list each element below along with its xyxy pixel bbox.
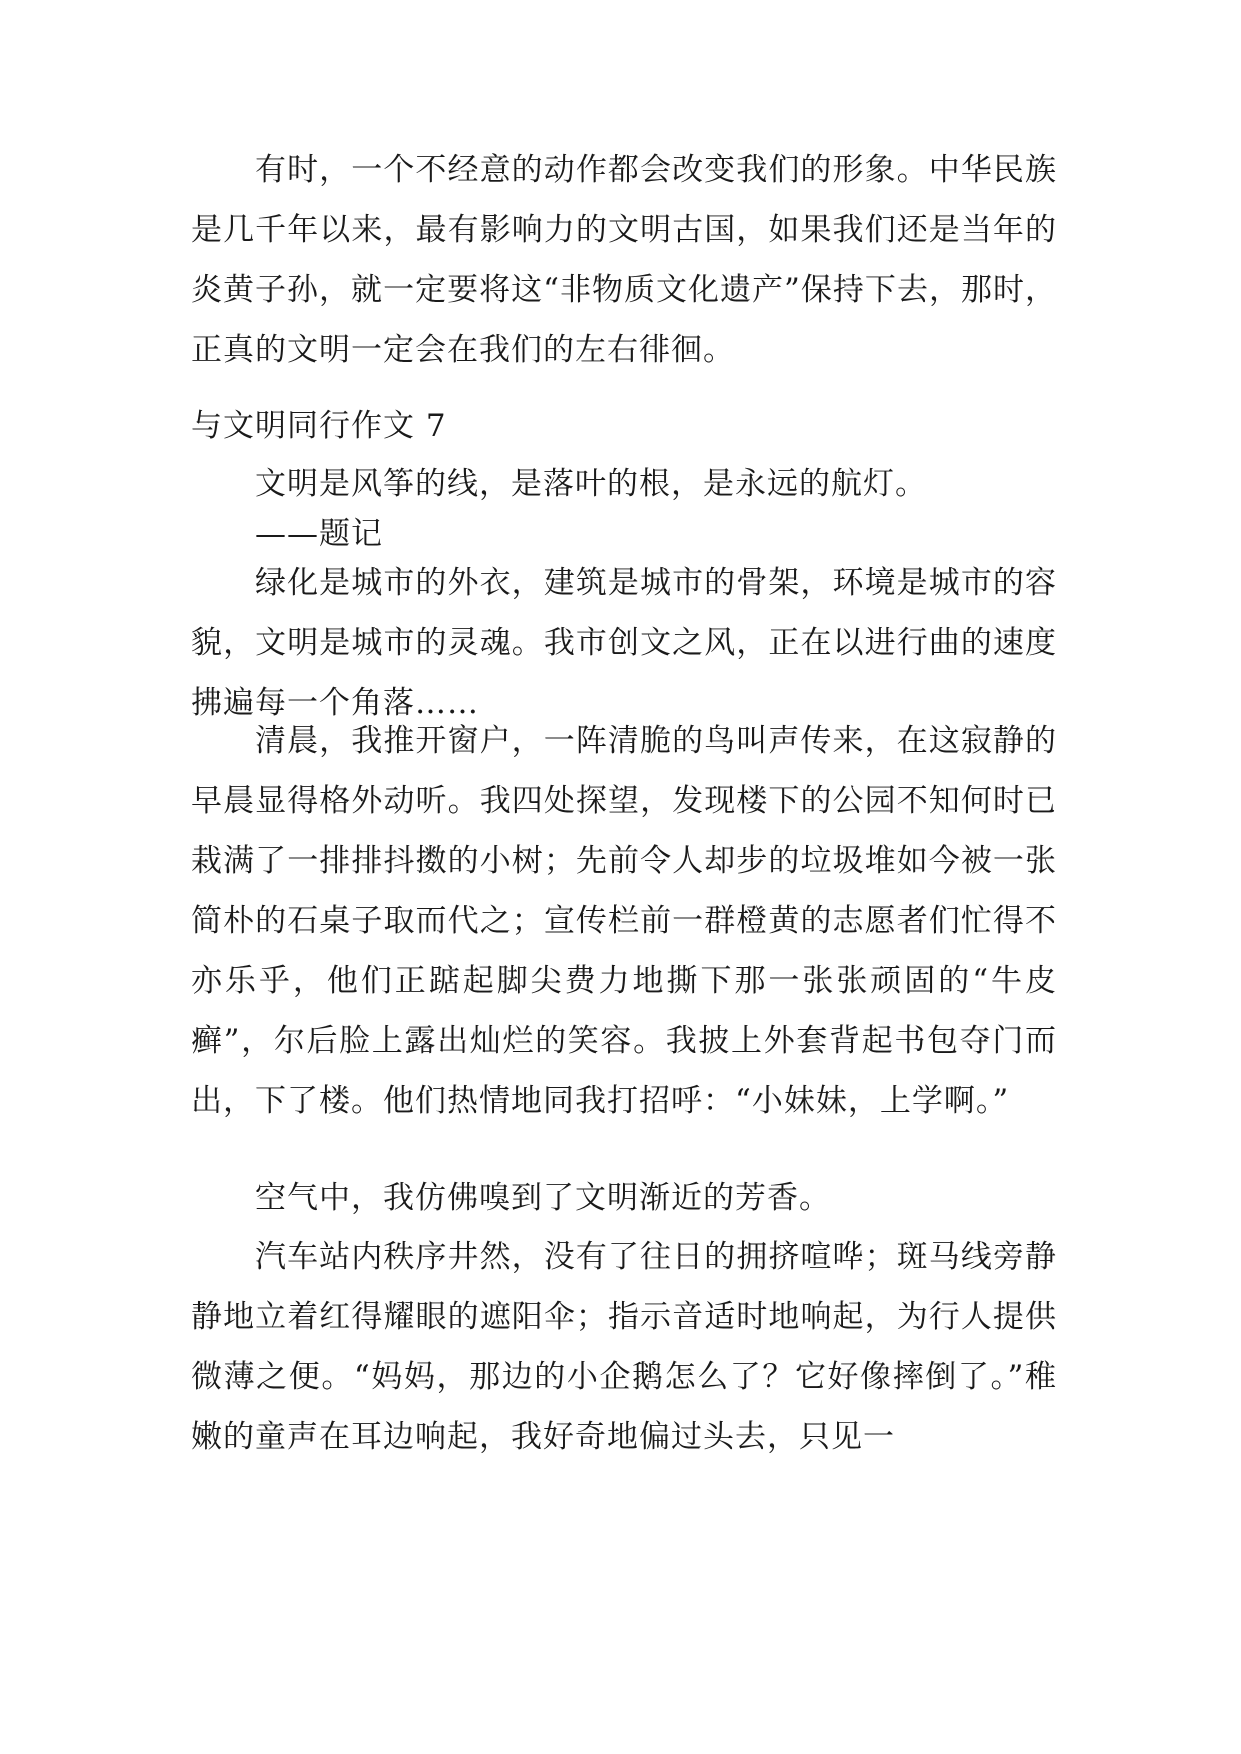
paragraph-1: 绿化是城市的外衣，建筑是城市的骨架，环境是城市的容貌，文明是城市的灵魂。我市创文之风，正在以进行曲的速度拂遍每一个角落…… <box>191 565 1057 721</box>
paragraph-3: 空气中，我仿佛嗅到了文明渐近的芳香。 <box>255 1180 831 1216</box>
paragraph-4: 汽车站内秩序井然，没有了往日的拥挤喧哗；斑马线旁静静地立着红得耀眼的遮阳伞；指示音适时地响起，为行人提供微薄之便。“妈妈，那边的小企鹅怎么了？它好像摔倒了。”稚嫩的童声在耳边响起，我好奇地偏过头去，只见一 <box>191 1239 1057 1455</box>
epigraph-attribution: ——题记 <box>255 516 383 552</box>
epigraph: 文明是风筝的线，是落叶的根，是永远的航灯。 <box>255 466 927 502</box>
paragraph-2: 清晨，我推开窗户，一阵清脆的鸟叫声传来，在这寂静的早晨显得格外动听。我四处探望，发现楼下的公园不知何时已栽满了一排排抖擞的小树；先前令人却步的垃圾堆如今被一张简朴的石桌子取而代之；宣传栏前一群橙黄的志愿者们忙得不亦乐乎，他们正踮起脚尖费力地撕下那一张张顽固的“牛皮癣”，尔后脸上露出灿烂的笑容。我披上外套背起书包夺门而出，下了楼。他们热情地同我打招呼：“小妹妹，上学啊。” <box>191 723 1057 1119</box>
intro-paragraph: 有时，一个不经意的动作都会改变我们的形象。中华民族是几千年以来，最有影响力的文明古国，如果我们还是当年的炎黄子孙，就一定要将这“非物质文化遗产”保持下去，那时，正真的文明一定会在我们的左右徘徊。 <box>191 152 1057 368</box>
section-title: 与文明同行作文 7 <box>191 408 447 444</box>
